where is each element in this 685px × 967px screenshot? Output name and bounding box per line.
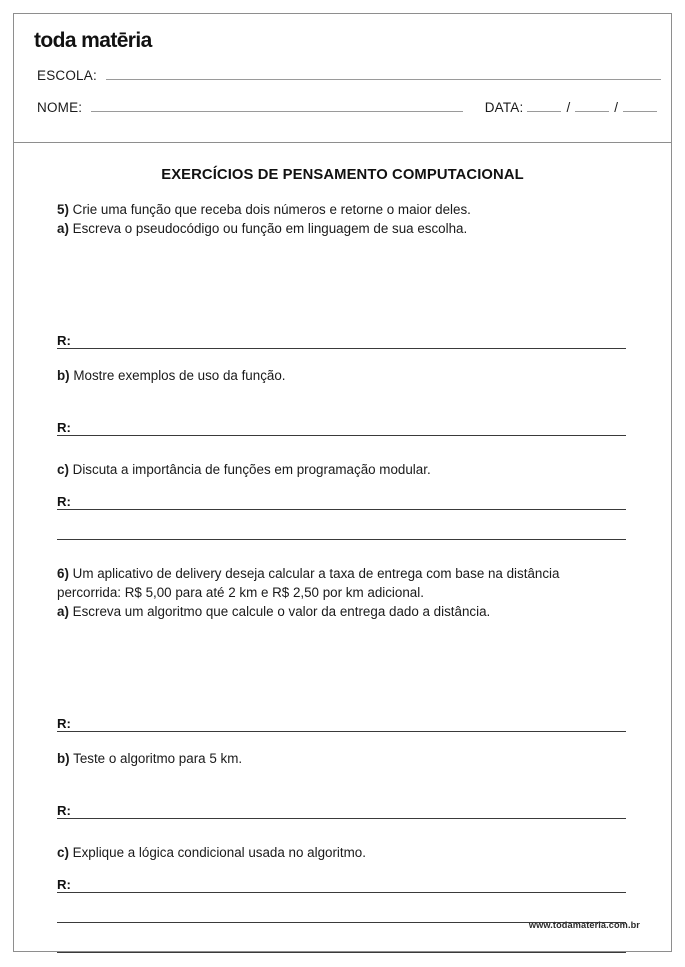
- question-5a-workspace[interactable]: [57, 238, 626, 328]
- worksheet-header: [13, 13, 672, 143]
- school-label: ESCOLA:: [37, 68, 97, 83]
- question-6a-workspace[interactable]: [57, 621, 626, 711]
- question-5b-workspace[interactable]: [57, 385, 626, 415]
- date-separator-1: /: [566, 100, 571, 115]
- brand-logo: toda matēria: [34, 29, 152, 52]
- question-5-statement-text: Crie uma função que receba dois números e retorne o maior deles.: [72, 202, 471, 217]
- question-6b-workspace[interactable]: [57, 768, 626, 798]
- date-separator-2: /: [614, 100, 618, 115]
- date-day-input[interactable]: [527, 100, 561, 112]
- question-5a-marker: a): [57, 221, 69, 237]
- date-month-input[interactable]: [575, 100, 609, 112]
- question-6b-answer-line[interactable]: [57, 798, 626, 819]
- question-6b-marker: b): [57, 751, 70, 767]
- worksheet-body: [13, 143, 672, 952]
- question-6b-label: Teste o algoritmo para 5 km.: [73, 751, 243, 767]
- name-field-row: [37, 100, 661, 115]
- question-5b-marker: b): [57, 368, 70, 384]
- answer-label: R:: [57, 493, 71, 509]
- worksheet-title: EXERCÍCIOS DE PENSAMENTO COMPUTACIONAL: [161, 167, 524, 183]
- question-5a-text: [57, 219, 626, 238]
- question-6b-text: [57, 749, 626, 768]
- answer-label: R:: [57, 716, 71, 732]
- question-6a-marker: a): [57, 604, 69, 620]
- question-6a-answer-line[interactable]: [57, 711, 626, 732]
- answer-label: R:: [57, 332, 71, 348]
- question-5c-extra-line-1[interactable]: [57, 510, 626, 540]
- date-label: DATA:: [484, 100, 524, 115]
- question-5-number: 5): [57, 202, 69, 217]
- question-5a-label: Escreva o pseudocódigo ou função em linguagem de sua escolha.: [72, 221, 468, 237]
- question-5c-text: [57, 460, 626, 479]
- question-6-number: 6): [57, 566, 69, 582]
- question-6a-text: [57, 602, 626, 621]
- question-5b-answer-line[interactable]: [57, 415, 626, 436]
- answer-label: R:: [57, 419, 71, 435]
- name-input-line[interactable]: [91, 100, 462, 112]
- footer-website: www.todamateria.com.br: [528, 920, 640, 930]
- question-6c-label: Explique a lógica condicional usada no algoritmo.: [72, 845, 366, 861]
- question-5b-text: [57, 366, 626, 385]
- school-field-row: [37, 68, 661, 83]
- answer-label: R:: [57, 803, 71, 819]
- question-6c-extra-line-1[interactable]: [57, 893, 626, 923]
- question-5c-marker: c): [57, 462, 69, 478]
- question-6-statement: [57, 564, 626, 602]
- questions-container: [57, 200, 626, 953]
- question-6: [57, 564, 626, 953]
- date-year-input[interactable]: [623, 100, 657, 112]
- question-5c-answer-line[interactable]: [57, 489, 626, 510]
- date-field-group: [485, 100, 661, 115]
- question-5: [57, 200, 626, 540]
- question-6c-answer-line[interactable]: [57, 872, 626, 893]
- school-input-line[interactable]: [106, 68, 661, 80]
- question-5a-answer-line[interactable]: [57, 328, 626, 349]
- question-6a-label: Escreva um algoritmo que calcule o valor da entrega dado a distância.: [72, 604, 491, 620]
- question-6c-marker: c): [57, 845, 69, 861]
- question-5b-label: Mostre exemplos de uso da função.: [73, 368, 286, 384]
- question-6c-text: [57, 843, 626, 862]
- question-6-statement-text: Um aplicativo de delivery deseja calcular a taxa de entrega com base na distância percorrida: R$ 5,00 para até 2 km e R$ 2,50 por km adicional.: [57, 566, 560, 601]
- answer-label: R:: [57, 877, 71, 893]
- question-5c-label: Discuta a importância de funções em programação modular.: [72, 462, 431, 478]
- name-label: NOME:: [37, 100, 83, 115]
- question-5-statement: [57, 200, 626, 219]
